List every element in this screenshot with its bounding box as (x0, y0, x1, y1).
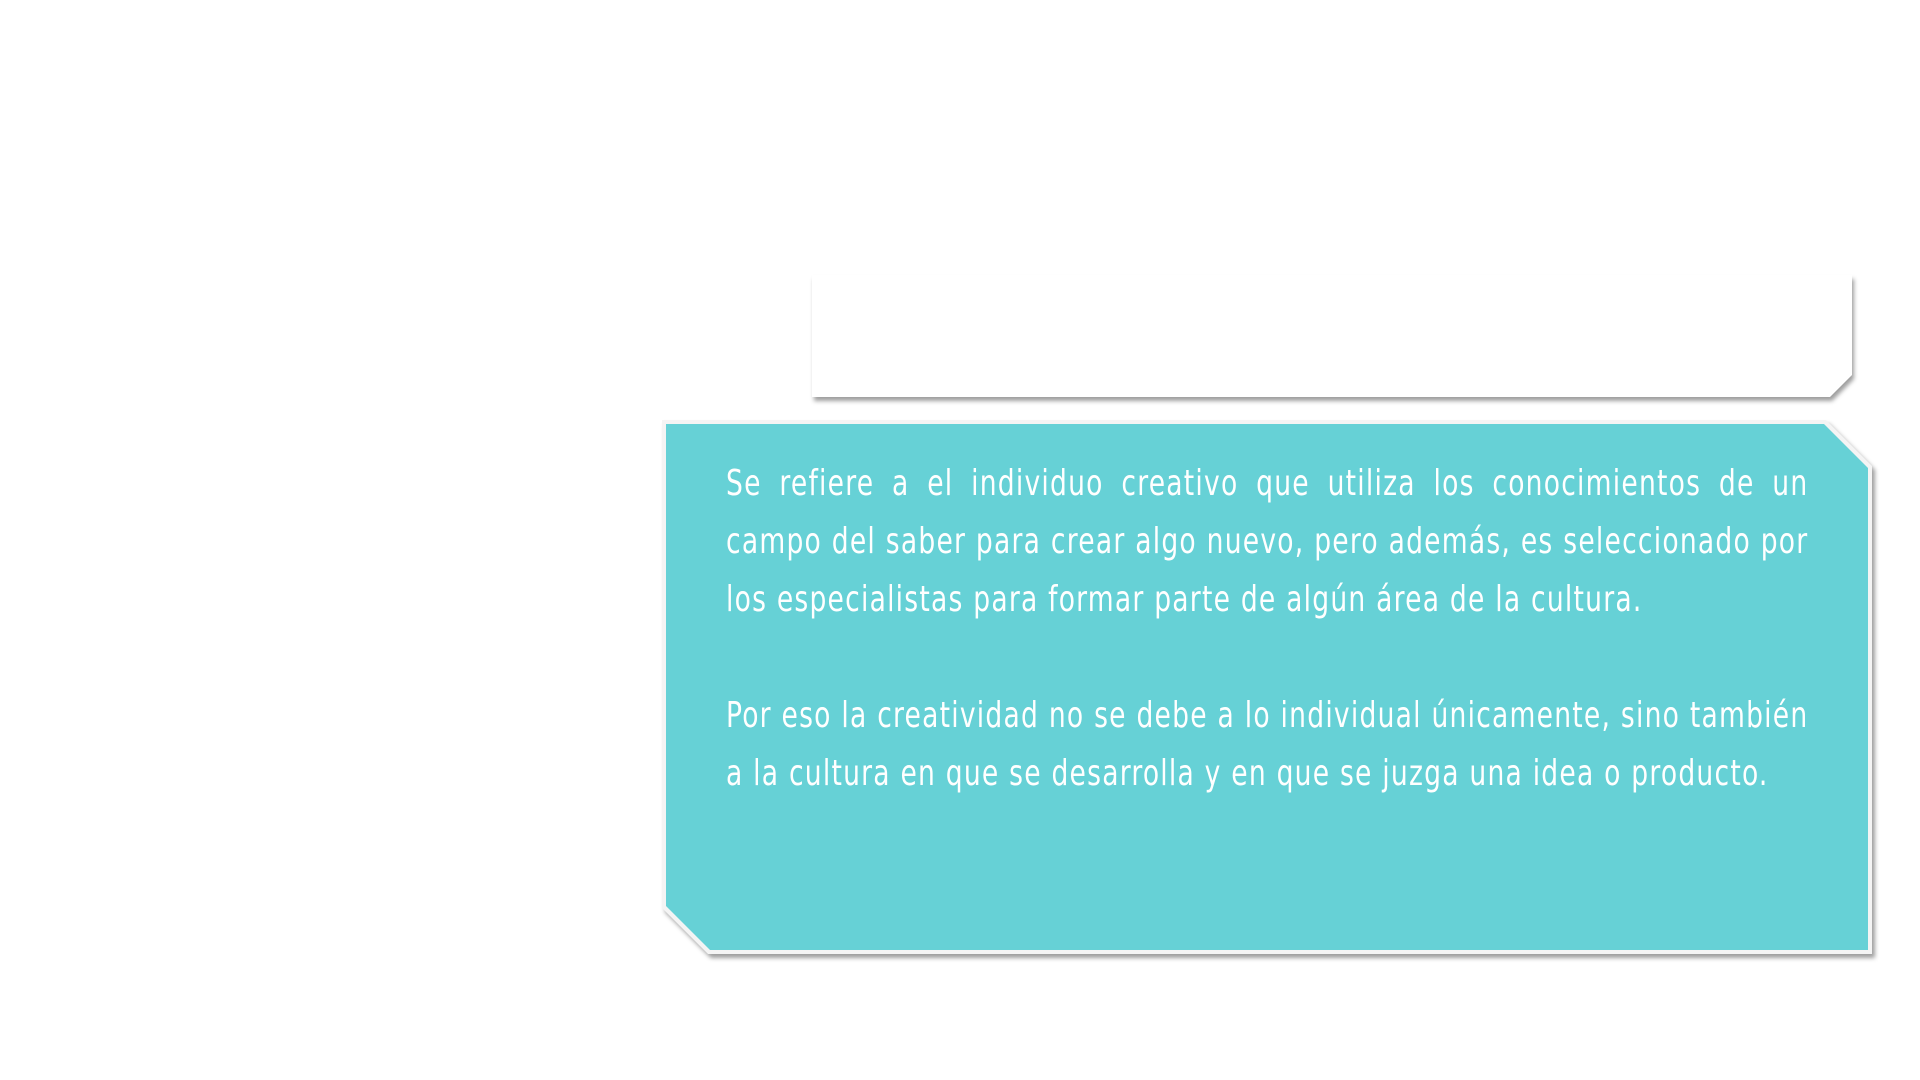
paragraph-2: Por eso la creatividad no se debe a lo individual únicamente, sino también a la cultura en que se desarrolla y en que se juzga una idea o producto. (726, 695, 1809, 794)
title-card (812, 275, 1852, 397)
content-text (726, 455, 1808, 803)
paragraph-1: Se refiere a el individuo creativo que utiliza los conocimientos de un campo del saber para crear algo nuevo, pero además, es seleccionado por los especialistas para formar parte de algún área de la cultura. (726, 463, 1809, 620)
title-card-body (812, 275, 1852, 397)
